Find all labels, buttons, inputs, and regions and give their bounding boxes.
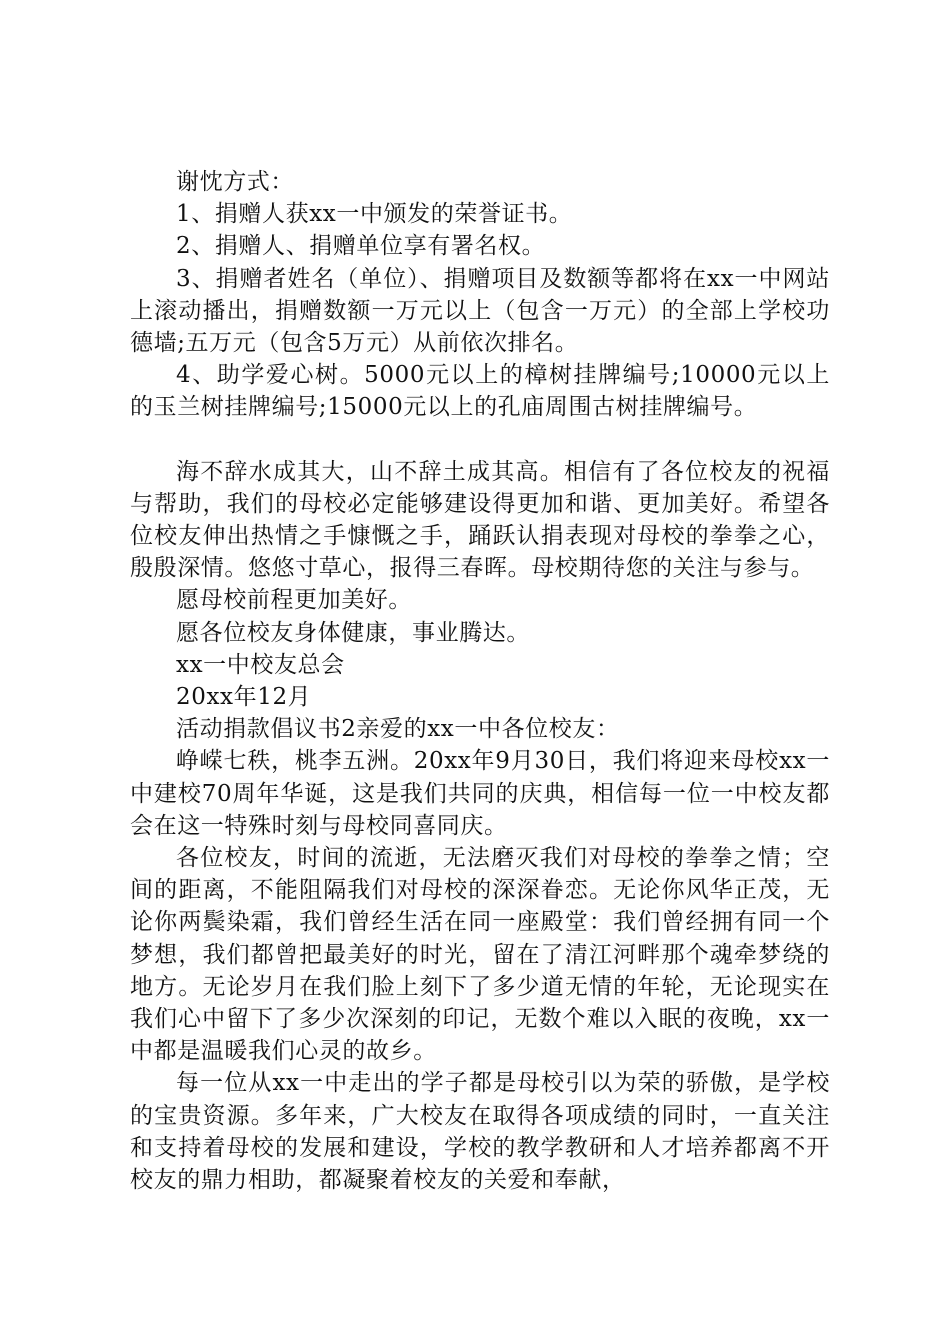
thanks-heading: 谢忱方式： — [176, 169, 294, 195]
wish-line-1: 愿母校前程更加美好。 — [176, 587, 412, 614]
signature: xx一中校友总会 — [176, 651, 345, 678]
closing-paragraph: 海不辞水成其大，山不辞土成其高。相信有了各位校友的祝福与帮助，我们的母校必定能够建设得更加和谐、更加美好。希望各位校友伸出热情之手慷慨之手，踊跃认捐表现对母校的拳拳之心，殷殷深情。悠悠寸草心，报得三春晖。母校期待您的关注与参与。 — [130, 458, 830, 582]
thanks-item-2: 2、捐赠人、捐赠单位享有署名权。 — [176, 233, 546, 260]
date-line: 20xx年12月 — [176, 684, 312, 711]
second-title: 活动捐款倡议书2亲爱的xx一中各位校友： — [176, 716, 620, 743]
thanks-item-4: 4、助学爱心树。5000元以上的樟树挂牌编号;10000元以上的玉兰树挂牌编号;15000元以上的孔庙周围古树挂牌编号。 — [130, 362, 830, 421]
thanks-item-3: 3、捐赠者姓名（单位）、捐赠项目及数额等都将在xx一中网站上滚动播出，捐赠数额一万元以上（包含一万元）的全部上学校功德墙;五万元（包含5万元）从前依次排名。 — [130, 265, 830, 357]
document-body — [130, 166, 830, 1196]
body-paragraph-2: 各位校友，时间的流逝，无法磨灭我们对母校的拳拳之情；空间的距离，不能阻隔我们对母校的深深眷恋。无论你风华正茂，无论你两鬓染霜，我们曾经生活在同一座殿堂：我们曾经拥有同一个梦想，我们都曾把最美好的时光，留在了清江河畔那个魂牵梦绕的地方。无论岁月在我们脸上刻下了多少道无情的年轮，无论现实在我们心中留下了多少次深刻的印记，无数个难以入眠的夜晚，xx一中都是温暖我们心灵的故乡。 — [130, 845, 830, 1065]
body-paragraph-1: 峥嵘七秩，桃李五洲。20xx年9月30日，我们将迎来母校xx一中建校70周年华诞，这是我们共同的庆典，相信每一位一中校友都会在这一特殊时刻与母校同喜同庆。 — [130, 748, 830, 839]
body-paragraph-3: 每一位从xx一中走出的学子都是母校引以为荣的骄傲，是学校的宝贵资源。多年来，广大校友在取得各项成绩的同时，一直关注和支持着母校的发展和建设，学校的教学教研和人才培养都离不开校友的鼎力相助，都凝聚着校友的关爱和奉献， — [130, 1070, 830, 1194]
thanks-item-1: 1、捐赠人获xx一中颁发的荣誉证书。 — [176, 201, 573, 228]
wish-line-2: 愿各位校友身体健康，事业腾达。 — [176, 619, 530, 646]
